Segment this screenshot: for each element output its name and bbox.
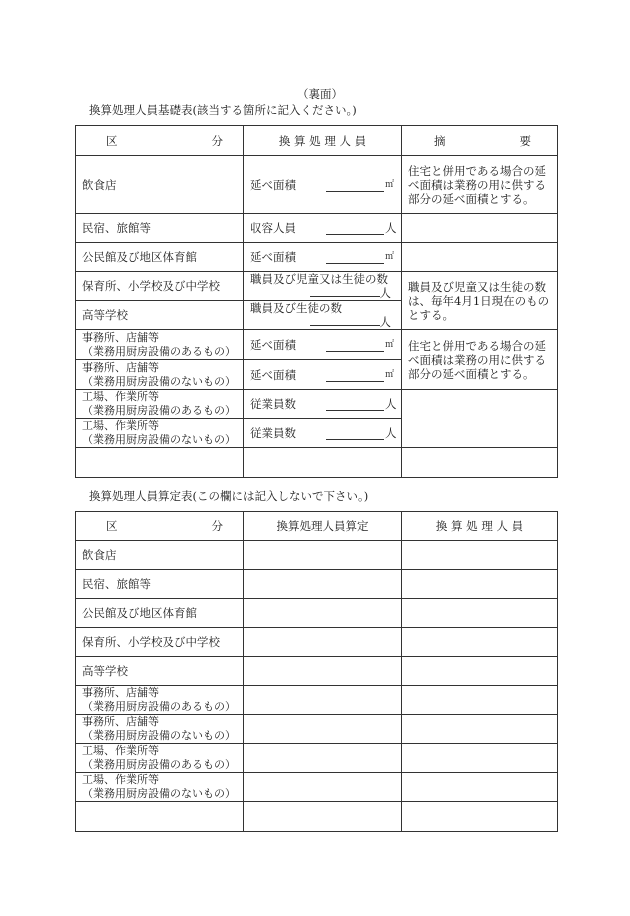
- input-cell[interactable]: 延べ面積 ㎡: [244, 156, 402, 214]
- table2-caption: 換算処理人員算定表(この欄には記入しないで下さい。): [89, 489, 369, 503]
- calculation-table: [75, 511, 558, 832]
- table-row: [76, 214, 558, 243]
- header-calc: 換算処理人員算定: [244, 512, 402, 541]
- header-kubun: 区 分: [76, 126, 244, 156]
- table-row: [76, 390, 558, 419]
- category-cell: 飲食店: [76, 156, 244, 214]
- remarks-cell: 職員及び児童又は生徒の数は、毎年4月1日現在のものとする。: [402, 272, 558, 330]
- remarks-cell: [402, 448, 558, 478]
- table-row: [76, 599, 558, 628]
- count-cell: [402, 599, 558, 628]
- category-cell: 民宿、旅館等: [76, 214, 244, 243]
- table-row: [76, 156, 558, 214]
- category-cell: 工場、作業所等 （業務用厨房設備のあるもの）: [76, 390, 244, 419]
- table-header-row: [76, 512, 558, 541]
- remarks-cell: [402, 214, 558, 243]
- header-remarks: 摘 要: [402, 126, 558, 156]
- calc-cell: [244, 715, 402, 744]
- category-cell: 公民館及び地区体育館: [76, 243, 244, 272]
- remarks-cell: 住宅と併用である場合の延べ面積は業務の用に供する部分の延べ面積とする。: [402, 330, 558, 390]
- table-row-blank: [76, 802, 558, 832]
- category-cell: 工場、作業所等 （業務用厨房設備のないもの）: [76, 773, 244, 802]
- input-cell[interactable]: 延べ面積 ㎡: [244, 243, 402, 272]
- header-count: 換 算 処 理 人 員: [402, 512, 558, 541]
- count-cell: [402, 628, 558, 657]
- category-cell: 事務所、店舗等 （業務用厨房設備のないもの）: [76, 715, 244, 744]
- page-title: （裏面）: [297, 87, 343, 101]
- table-row: [76, 541, 558, 570]
- header-kubun: 区 分: [76, 512, 244, 541]
- basis-table: [75, 125, 558, 478]
- category-cell: [76, 802, 244, 832]
- header-count: 換 算 処 理 人 員: [244, 126, 402, 156]
- table-row: [76, 686, 558, 715]
- remarks-cell: [402, 243, 558, 272]
- table-row: [76, 657, 558, 686]
- category-cell: 工場、作業所等 （業務用厨房設備のないもの）: [76, 419, 244, 448]
- table-header-row: [76, 126, 558, 156]
- table-row: [76, 570, 558, 599]
- category-cell: 工場、作業所等 （業務用厨房設備のあるもの）: [76, 744, 244, 773]
- category-cell: 高等学校: [76, 657, 244, 686]
- count-cell: [402, 773, 558, 802]
- category-cell: 保育所、小学校及び中学校: [76, 272, 244, 301]
- input-cell[interactable]: 職員及び児童又は生徒の数 人: [244, 272, 402, 301]
- input-cell[interactable]: 職員及び生徒の数 人: [244, 301, 402, 330]
- table-row: [76, 272, 558, 301]
- table-row: [76, 330, 558, 360]
- category-cell: 民宿、旅館等: [76, 570, 244, 599]
- input-cell[interactable]: [244, 448, 402, 478]
- table-row-blank: [76, 448, 558, 478]
- calc-cell: [244, 570, 402, 599]
- category-cell: 事務所、店舗等 （業務用厨房設備のないもの）: [76, 360, 244, 390]
- input-cell[interactable]: 収容人員 人: [244, 214, 402, 243]
- calc-cell: [244, 599, 402, 628]
- table-row: [76, 628, 558, 657]
- category-cell: 公民館及び地区体育館: [76, 599, 244, 628]
- count-cell: [402, 541, 558, 570]
- table-row: [76, 243, 558, 272]
- count-cell: [402, 657, 558, 686]
- table-row: [76, 773, 558, 802]
- remarks-cell: [402, 390, 558, 448]
- count-cell: [402, 715, 558, 744]
- input-cell[interactable]: 従業員数 人: [244, 390, 402, 419]
- count-cell: [402, 744, 558, 773]
- category-cell: 事務所、店舗等 （業務用厨房設備のあるもの）: [76, 686, 244, 715]
- count-cell: [402, 802, 558, 832]
- table1-caption: 換算処理人員基礎表(該当する箇所に記入ください。): [89, 103, 357, 117]
- input-cell[interactable]: 従業員数 人: [244, 419, 402, 448]
- table-row: [76, 744, 558, 773]
- calc-cell: [244, 802, 402, 832]
- calc-cell: [244, 744, 402, 773]
- count-cell: [402, 686, 558, 715]
- remarks-cell: 住宅と併用である場合の延べ面積は業務の用に供する部分の延べ面積とする。: [402, 156, 558, 214]
- category-cell: 保育所、小学校及び中学校: [76, 628, 244, 657]
- input-cell[interactable]: 延べ面積 ㎡: [244, 360, 402, 390]
- table-row: [76, 715, 558, 744]
- category-cell: 事務所、店舗等 （業務用厨房設備のあるもの）: [76, 330, 244, 360]
- calc-cell: [244, 686, 402, 715]
- calc-cell: [244, 773, 402, 802]
- calc-cell: [244, 628, 402, 657]
- category-cell: 高等学校: [76, 301, 244, 330]
- calc-cell: [244, 541, 402, 570]
- count-cell: [402, 570, 558, 599]
- calc-cell: [244, 657, 402, 686]
- category-cell[interactable]: [76, 448, 244, 478]
- category-cell: 飲食店: [76, 541, 244, 570]
- input-cell[interactable]: 延べ面積 ㎡: [244, 330, 402, 360]
